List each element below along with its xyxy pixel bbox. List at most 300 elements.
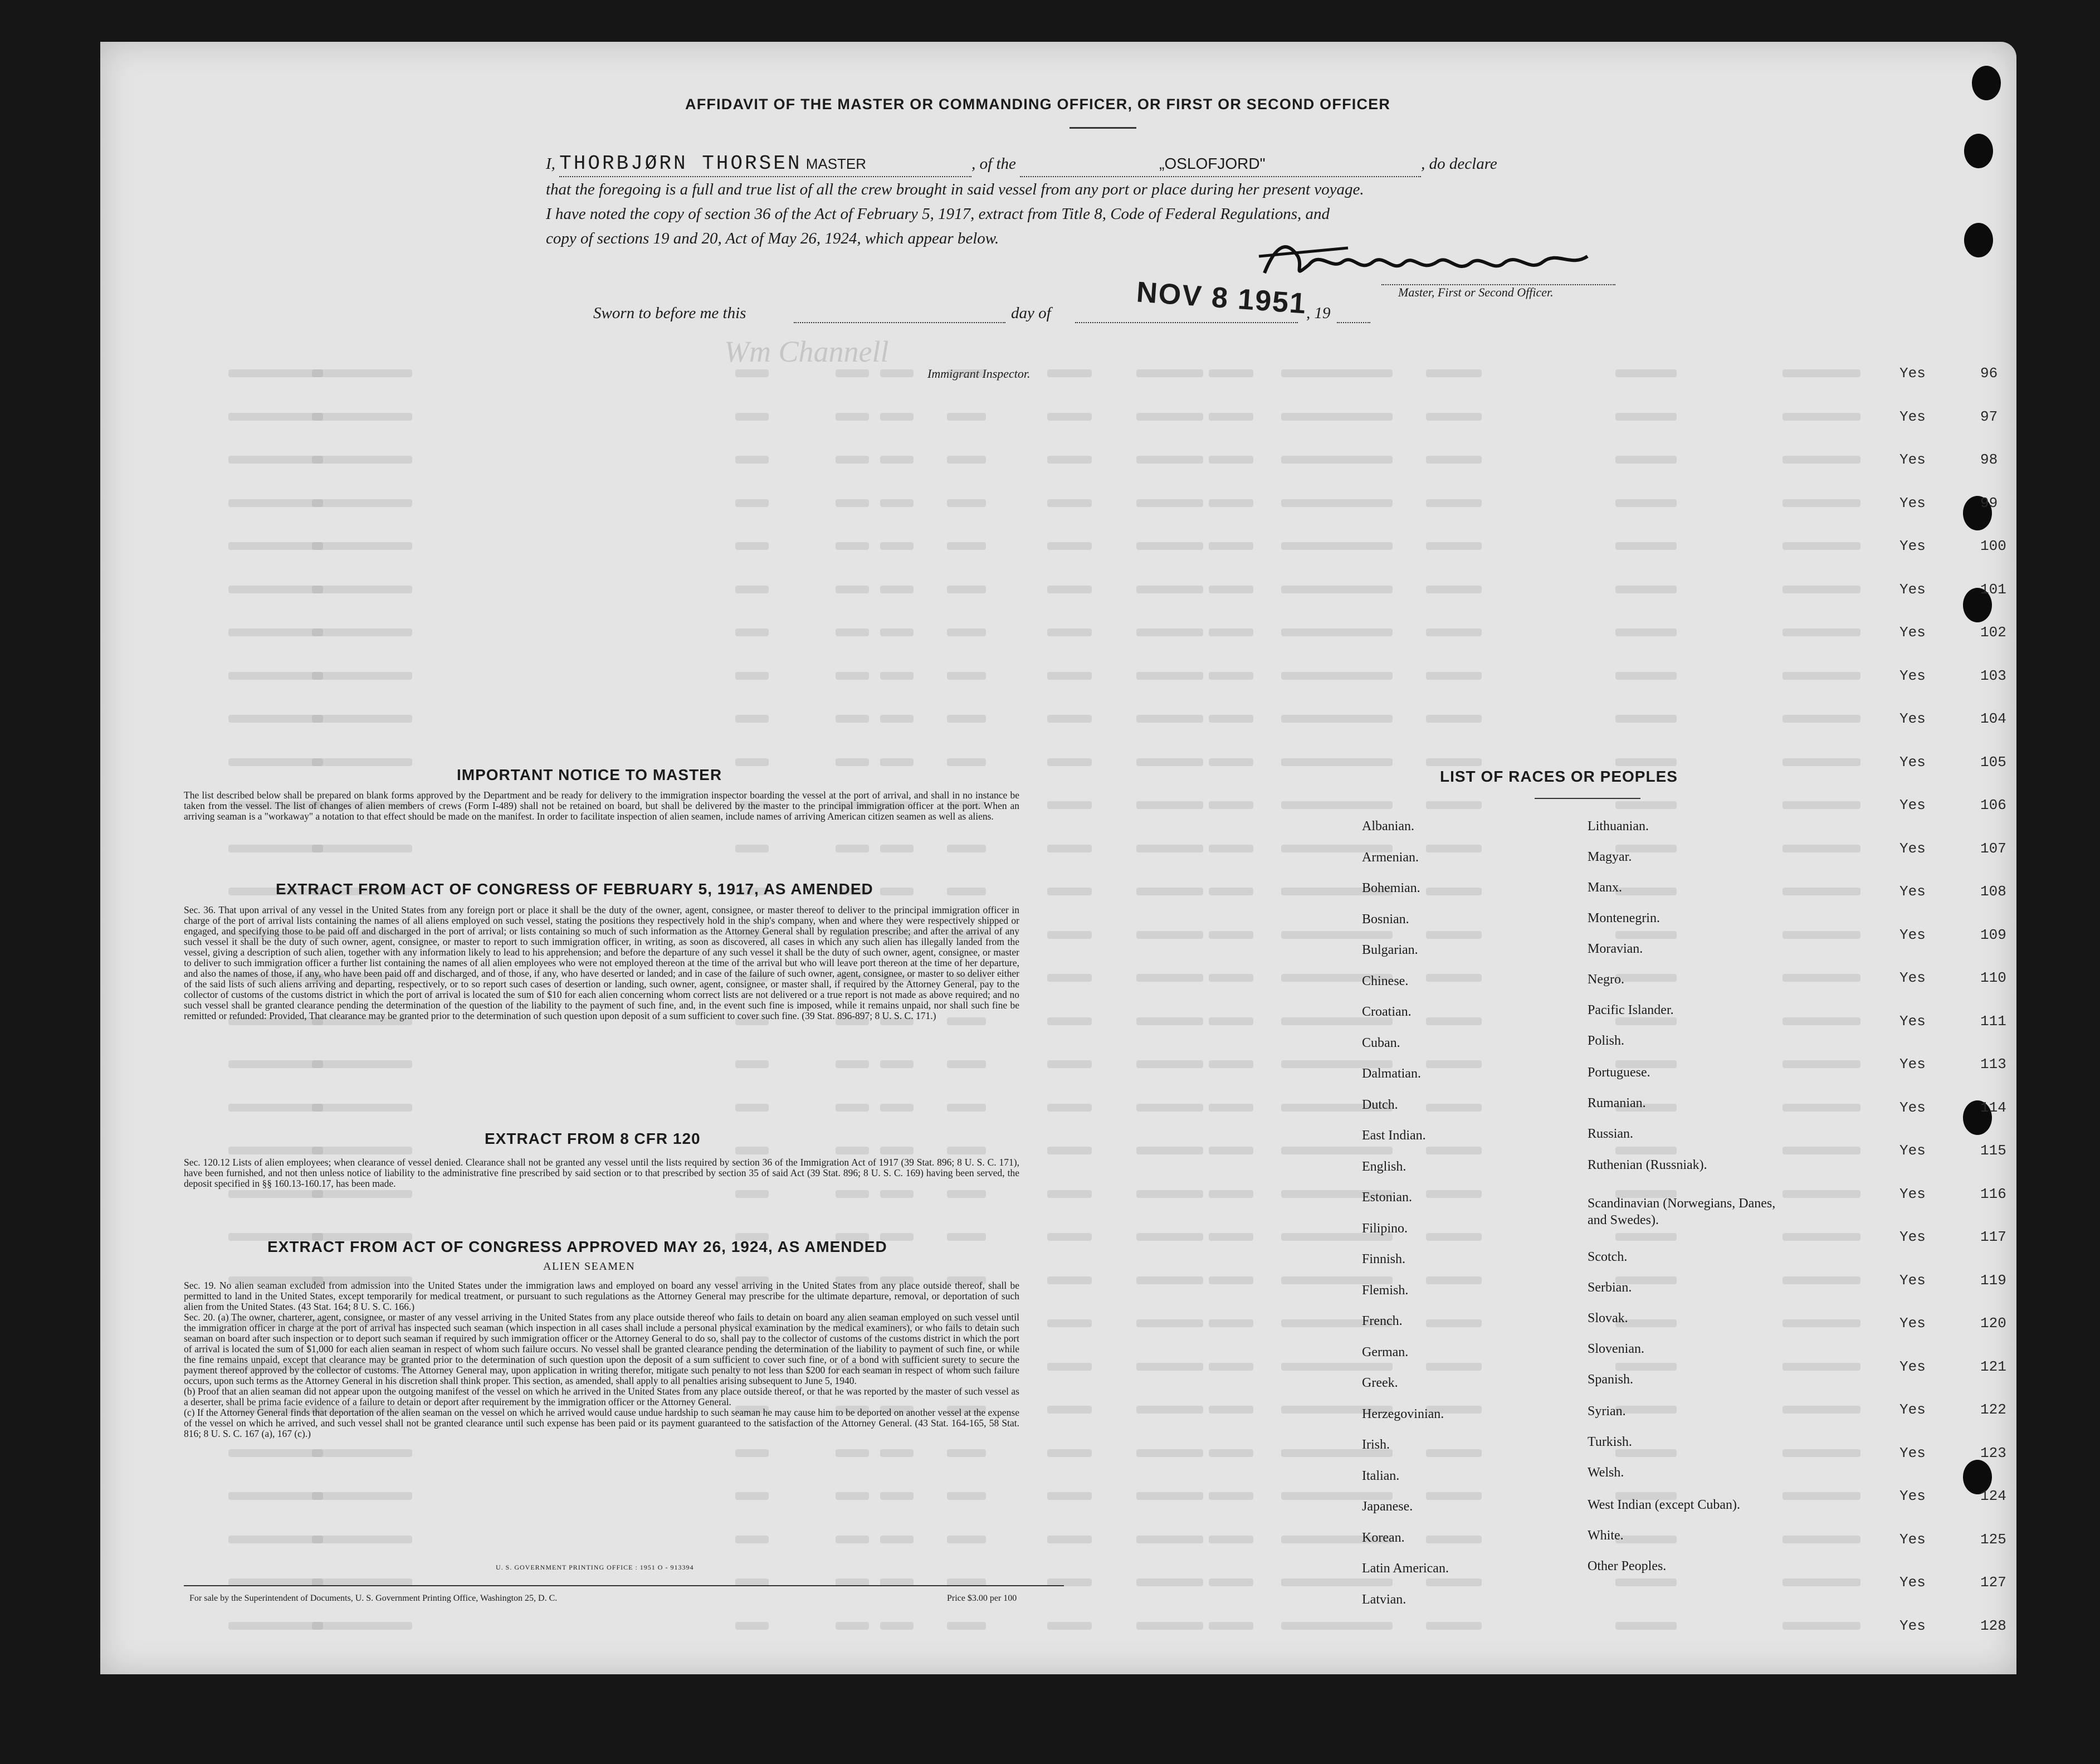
- bleed-through-smudge: [228, 586, 323, 593]
- bleed-through-smudge: [735, 672, 769, 680]
- bleed-through-smudge: [1782, 1190, 1860, 1198]
- manifest-row-number: 108: [1980, 883, 2006, 900]
- race-item: Latin American.: [1362, 1561, 1449, 1576]
- bleed-through-smudge: [1426, 1017, 1482, 1025]
- bleed-through-smudge: [1136, 1406, 1203, 1414]
- bleed-through-smudge: [1136, 369, 1203, 377]
- manifest-yes-mark: Yes: [1899, 624, 1926, 641]
- race-item: Latvian.: [1362, 1592, 1406, 1607]
- bleed-through-smudge: [947, 845, 986, 852]
- race-item: Estonian.: [1362, 1190, 1412, 1205]
- declaration-line-4: copy of sections 19 and 20, Act of May 26, 1924, which appear below.: [546, 230, 999, 247]
- bleed-through-smudge: [228, 1536, 323, 1543]
- bleed-through-smudge: [1426, 456, 1482, 464]
- extract-cfr-body: Sec. 120.12 Lists of alien employees; when clearance of vessel denied. Clearance shall not be granted any vessel until the lists required by section 36 of the Immigration Act of 1917 (39 Stat. 896; 8 U. S. C. 171), have been furnished, and not then unless notice of liability to the administrative fine prescribed by said section or to that prescribed by section 35 of said Act (39 Stat. 896; 8 U. S. C. 169) having been served, the deposit specified in §§ 160.13-160.17, has been made.: [184, 1157, 1019, 1189]
- bleed-through-smudge: [735, 413, 769, 421]
- bleed-through-smudge: [228, 1449, 323, 1457]
- bleed-through-smudge: [1782, 845, 1860, 852]
- bleed-through-smudge: [947, 1190, 986, 1198]
- bleed-through-smudge: [1426, 974, 1482, 982]
- bleed-through-smudge: [1281, 1578, 1393, 1586]
- bleed-through-smudge: [1047, 1190, 1092, 1198]
- bleed-through-smudge: [1136, 1104, 1203, 1112]
- bleed-through-smudge: [735, 542, 769, 550]
- bleed-through-smudge: [1426, 1622, 1482, 1630]
- race-item: Moravian.: [1588, 942, 1643, 956]
- race-item: Slovenian.: [1588, 1342, 1644, 1356]
- manifest-yes-mark: Yes: [1899, 1617, 1926, 1634]
- bleed-through-smudge: [735, 1492, 769, 1500]
- race-item: Albanian.: [1362, 819, 1414, 834]
- bleed-through-smudge: [1281, 456, 1393, 464]
- manifest-yes-mark: Yes: [1899, 1488, 1926, 1504]
- bleed-through-smudge: [735, 1104, 769, 1112]
- bleed-through-smudge: [836, 1104, 869, 1112]
- manifest-yes-mark: Yes: [1899, 1358, 1926, 1375]
- bleed-through-smudge: [1426, 1147, 1482, 1154]
- bleed-through-smudge: [1615, 1622, 1677, 1630]
- bleed-through-smudge: [1209, 1363, 1253, 1371]
- bleed-through-smudge: [228, 715, 323, 723]
- race-item: Russian.: [1588, 1127, 1634, 1141]
- bleed-through-smudge: [1136, 628, 1203, 636]
- bleed-through-smudge: [1209, 888, 1253, 895]
- bleed-through-smudge: [1209, 1406, 1253, 1414]
- bleed-through-smudge: [1782, 758, 1860, 766]
- manifest-yes-mark: Yes: [1899, 1315, 1926, 1332]
- manifest-yes-mark: Yes: [1899, 840, 1926, 857]
- bleed-through-smudge: [1209, 542, 1253, 550]
- bleed-through-smudge: [312, 1449, 412, 1457]
- bleed-through-smudge: [1209, 1060, 1253, 1068]
- bleed-through-smudge: [1209, 1104, 1253, 1112]
- race-item: Scotch.: [1588, 1250, 1628, 1264]
- bleed-through-smudge: [1782, 586, 1860, 593]
- bleed-through-smudge: [1209, 456, 1253, 464]
- bleed-through-smudge: [1426, 542, 1482, 550]
- bleed-through-smudge: [880, 1104, 914, 1112]
- race-item: Croatian.: [1362, 1005, 1412, 1019]
- manifest-yes-mark: Yes: [1899, 1056, 1926, 1073]
- bleed-through-smudge: [1136, 1233, 1203, 1241]
- bleed-through-smudge: [1615, 715, 1677, 723]
- bleed-through-smudge: [1782, 1449, 1860, 1457]
- manifest-yes-mark: Yes: [1899, 451, 1926, 468]
- manifest-row-number: 101: [1980, 581, 2006, 598]
- bleed-through-smudge: [836, 1449, 869, 1457]
- vessel-name-field: [1020, 152, 1421, 177]
- bleed-through-smudge: [1615, 628, 1677, 636]
- bleed-through-smudge: [947, 586, 986, 593]
- bleed-through-smudge: [228, 758, 323, 766]
- bleed-through-smudge: [1426, 888, 1482, 895]
- bleed-through-smudge: [947, 1104, 986, 1112]
- bleed-through-smudge: [1136, 456, 1203, 464]
- bleed-through-smudge: [1047, 1622, 1092, 1630]
- manifest-row-number: 122: [1980, 1401, 2006, 1418]
- declaration-do-declare: , do declare: [1421, 155, 1497, 173]
- manifest-yes-mark: Yes: [1899, 1099, 1926, 1116]
- race-item: Bohemian.: [1362, 881, 1420, 895]
- race-item: Welsh.: [1588, 1465, 1624, 1480]
- bleed-through-smudge: [228, 499, 323, 507]
- bleed-through-smudge: [1136, 542, 1203, 550]
- race-item: Herzegovinian.: [1362, 1406, 1444, 1421]
- manifest-yes-mark: Yes: [1899, 969, 1926, 986]
- manifest-row-number: 116: [1980, 1185, 2006, 1202]
- race-item: Filipino.: [1362, 1221, 1408, 1236]
- manifest-yes-mark: Yes: [1899, 408, 1926, 425]
- manifest-yes-mark: Yes: [1899, 538, 1926, 554]
- bleed-through-smudge: [1426, 1578, 1482, 1586]
- bleed-through-smudge: [1782, 715, 1860, 723]
- binder-hole: [1972, 66, 2001, 100]
- bleed-through-smudge: [735, 1622, 769, 1630]
- bleed-through-smudge: [1426, 1492, 1482, 1500]
- manifest-row-number: 106: [1980, 797, 2006, 813]
- bleed-through-smudge: [947, 499, 986, 507]
- manifest-yes-mark: Yes: [1899, 1444, 1926, 1461]
- bleed-through-smudge: [836, 542, 869, 550]
- bleed-through-smudge: [1782, 413, 1860, 421]
- section-20b: (b) Proof that an alien seaman did not appear upon the outgoing manifest of the vessel on which he arrived in the United States from any place outside thereof, or that he was reported by the master of such vessel as a deserter, shall be prima facie evidence of a failure to detain or deport after requirement by the immigration officer or the Attorney General.: [184, 1386, 1019, 1407]
- bleed-through-smudge: [947, 456, 986, 464]
- bleed-through-smudge: [312, 1536, 412, 1543]
- bleed-through-smudge: [1209, 845, 1253, 852]
- inspector-caption: Immigrant Inspector.: [927, 367, 1031, 381]
- bleed-through-smudge: [1136, 1578, 1203, 1586]
- bleed-through-smudge: [880, 1190, 914, 1198]
- bleed-through-smudge: [312, 1190, 412, 1198]
- bleed-through-smudge: [1426, 586, 1482, 593]
- bleed-through-smudge: [1047, 801, 1092, 809]
- bleed-through-smudge: [312, 542, 412, 550]
- bleed-through-smudge: [228, 1492, 323, 1500]
- bleed-through-smudge: [947, 628, 986, 636]
- bleed-through-smudge: [836, 369, 869, 377]
- bleed-through-smudge: [1281, 758, 1393, 766]
- bleed-through-smudge: [1209, 801, 1253, 809]
- manifest-row-number: 111: [1980, 1012, 2006, 1030]
- race-item: Montenegrin.: [1588, 911, 1660, 925]
- bleed-through-smudge: [1047, 1363, 1092, 1371]
- bleed-through-smudge: [312, 413, 412, 421]
- bleed-through-smudge: [312, 1060, 412, 1068]
- manifest-yes-mark: Yes: [1899, 1574, 1926, 1591]
- bleed-through-smudge: [1209, 1622, 1253, 1630]
- bleed-through-smudge: [1047, 542, 1092, 550]
- manifest-row-number: 125: [1980, 1531, 2006, 1548]
- bleed-through-smudge: [1426, 369, 1482, 377]
- bleed-through-smudge: [1209, 672, 1253, 680]
- bleed-through-smudge: [1615, 456, 1677, 464]
- race-item: Magyar.: [1588, 850, 1632, 864]
- manifest-row-number: 104: [1980, 710, 2006, 727]
- race-item: Korean.: [1362, 1530, 1405, 1545]
- bleed-through-smudge: [947, 1492, 986, 1500]
- manifest-row-number: 120: [1980, 1315, 2006, 1332]
- bleed-through-smudge: [1615, 672, 1677, 680]
- bleed-through-smudge: [1615, 586, 1677, 593]
- bleed-through-smudge: [1209, 586, 1253, 593]
- bleed-through-smudge: [836, 715, 869, 723]
- bleed-through-smudge: [735, 1536, 769, 1543]
- manifest-row-number: 117: [1980, 1229, 2006, 1245]
- bleed-through-smudge: [1782, 1363, 1860, 1371]
- manifest-yes-mark: Yes: [1899, 753, 1926, 771]
- bleed-through-smudge: [1426, 499, 1482, 507]
- notice-body: The list described below shall be prepared on blank forms approved by the Department and be ready for delivery to the immigration inspector boarding the vessel at the port of arrival, and shall in no instance be taken from the vessel. The list of changes of alien members of crews (Form I-489) shall not be retained on board, but shall be delivered by the master to the principal immigration officer at the port. When an arriving seaman is a "workaway" a notation to that effect should be made on the manifest. In order to facilitate inspection of alien seamen, include names of arriving American citizen seamen as well as aliens.: [184, 790, 1019, 822]
- bleed-through-smudge: [228, 672, 323, 680]
- bleed-through-smudge: [836, 1060, 869, 1068]
- bleed-through-smudge: [1047, 888, 1092, 895]
- manifest-row-number: 114: [1980, 1099, 2006, 1116]
- declaration-of-the: , of the: [971, 155, 1016, 173]
- bleed-through-smudge: [947, 1449, 986, 1457]
- race-item: Other Peoples.: [1588, 1559, 1667, 1573]
- bleed-through-smudge: [1615, 888, 1677, 895]
- bleed-through-smudge: [1209, 413, 1253, 421]
- bleed-through-smudge: [312, 1147, 412, 1154]
- bleed-through-smudge: [1136, 586, 1203, 593]
- manifest-yes-mark: Yes: [1899, 1271, 1926, 1289]
- bleed-through-smudge: [1136, 888, 1203, 895]
- date-stamp: NOV 8 1951: [1135, 276, 1308, 320]
- bleed-through-smudge: [836, 1492, 869, 1500]
- bleed-through-smudge: [1209, 1233, 1253, 1241]
- bleed-through-smudge: [1136, 672, 1203, 680]
- bleed-through-smudge: [947, 1536, 986, 1543]
- bleed-through-smudge: [1136, 1319, 1203, 1327]
- bleed-through-smudge: [1615, 1147, 1677, 1154]
- bleed-through-smudge: [836, 1190, 869, 1198]
- bleed-through-smudge: [735, 715, 769, 723]
- manifest-row-number: 123: [1980, 1444, 2006, 1461]
- race-item: Flemish.: [1362, 1283, 1409, 1298]
- bleed-through-smudge: [880, 845, 914, 852]
- manifest-yes-mark: Yes: [1899, 1012, 1926, 1030]
- bleed-through-smudge: [228, 1622, 323, 1630]
- manifest-yes-mark: Yes: [1899, 710, 1926, 727]
- bleed-through-smudge: [836, 499, 869, 507]
- bleed-through-smudge: [880, 715, 914, 723]
- bleed-through-smudge: [836, 456, 869, 464]
- manifest-row-number: 107: [1980, 840, 2006, 857]
- race-item: Chinese.: [1362, 973, 1409, 988]
- bleed-through-smudge: [947, 672, 986, 680]
- manifest-row-number: 110: [1980, 969, 2006, 986]
- race-item: Italian.: [1362, 1468, 1400, 1483]
- bleed-through-smudge: [1426, 1060, 1482, 1068]
- bleed-through-smudge: [735, 586, 769, 593]
- bleed-through-smudge: [1047, 369, 1092, 377]
- bleed-through-smudge: [1782, 1319, 1860, 1327]
- bleed-through-smudge: [1047, 1492, 1092, 1500]
- bleed-through-smudge: [1136, 931, 1203, 939]
- bleed-through-smudge: [1615, 1363, 1677, 1371]
- bleed-through-smudge: [1136, 758, 1203, 766]
- master-caption: Master, First or Second Officer.: [1398, 285, 1554, 299]
- manifest-row-number: 96: [1980, 365, 1998, 382]
- race-item: White.: [1588, 1528, 1624, 1543]
- bleed-through-smudge: [312, 499, 412, 507]
- declaration-pre: I,: [546, 155, 555, 173]
- bleed-through-smudge: [228, 1147, 323, 1154]
- manifest-row-number: 127: [1980, 1574, 2006, 1591]
- bleed-through-smudge: [1426, 1536, 1482, 1543]
- manifest-yes-mark: Yes: [1899, 1401, 1926, 1418]
- bleed-through-smudge: [1615, 1578, 1677, 1586]
- bleed-through-smudge: [1281, 715, 1393, 723]
- bleed-through-smudge: [1615, 931, 1677, 939]
- bleed-through-smudge: [735, 758, 769, 766]
- bleed-through-smudge: [228, 413, 323, 421]
- manifest-row-number: 121: [1980, 1358, 2006, 1375]
- bleed-through-smudge: [1136, 1017, 1203, 1025]
- bleed-through-smudge: [312, 1622, 412, 1630]
- bleed-through-smudge: [947, 888, 986, 895]
- race-item: Ruthenian (Russniak).: [1588, 1158, 1707, 1172]
- section-19: Sec. 19. No alien seaman excluded from admission into the United States under the immigration laws and employed on board any vessel arriving in the United States from any place outside thereof, shall be permitted to land in the United States, except temporarily for medical treatment, or pursuant to such regulations as the Attorney General may prescribe for the ultimate departure, removal, or deportation of such alien from the United States. (43 Stat. 164; 8 U. S. C. 166.): [184, 1280, 1019, 1312]
- bleed-through-smudge: [1426, 1190, 1482, 1198]
- bleed-through-smudge: [1782, 1233, 1860, 1241]
- bleed-through-smudge: [1426, 1363, 1482, 1371]
- sale-line: For sale by the Superintendent of Documents, U. S. Government Printing Office, Washington 25, D. C.: [189, 1594, 558, 1603]
- bleed-through-smudge: [1047, 845, 1092, 852]
- manifest-yes-mark: Yes: [1899, 926, 1926, 943]
- extract-1917-heading: EXTRACT FROM ACT OF CONGRESS OF FEBRUARY 5, 1917, AS AMENDED: [276, 880, 873, 898]
- race-item: Pacific Islander.: [1588, 1003, 1674, 1017]
- bleed-through-smudge: [1047, 628, 1092, 636]
- bleed-through-smudge: [947, 1622, 986, 1630]
- bleed-through-smudge: [1615, 499, 1677, 507]
- extract-1917-body: Sec. 36. That upon arrival of any vessel in the United States from any foreign port or place it shall be the duty of the owner, agent, consignee, or master thereof to deliver to the principal immigration officer in charge of the port of arrival lists containing the names of all aliens employed on such vessel, stating the positions they respectively hold in the ship's company, when and where they were respectively shipped or engaged, and specifying those to be paid off and discharged in the port of arrival; or lists containing so much of such information as the Attorney General shall by regulation prescribe; and after the arrival of any such vessel it shall be the duty of such owner, agent, consignee, or master to report to such immigration officer, in writing, as soon as discovered, all cases in which any such alien has illegally landed from the vessel, giving a description of such alien, together with any information likely to lead to his apprehension; and before the departure of any such vessel it shall be the duty of such owner, agent, consignee, or master to deliver to such immigration officer a further list containing the names of all alien employees who were not employed thereon at the time of the arrival but who will leave port thereon at the time of her departure, and also the names of those, if any, who have been paid off and discharged, and of those, if any, who have deserted or landed; and in case of the failure of such owner, agent, consignee, or master to so deliver either of the said lists of such aliens arriving and departing, respectively, or to so report such cases of desertion or landing, such owner, agent, consignee, or master shall, if required by the Attorney General, pay to the collector of customs of the customs district in which the port of arrival is located the sum of $10 for each alien concerning whom correct lists are not delivered or a true report is not made as above required; and no such vessel shall be granted clearance pending the determination of the question of the liability to the payment of such fine, and, in the event such fine is imposed, while it remains unpaid, nor shall such fine be remitted or refunded: Provided, That clearance may be granted prior to the determination of such question upon deposit of a sum sufficient to cover such fine. (39 Stat. 896-897; 8 U. S. C. 171.): [184, 904, 1019, 1021]
- bleed-through-smudge: [228, 542, 323, 550]
- bleed-through-smudge: [1047, 1319, 1092, 1327]
- race-item: English.: [1362, 1159, 1406, 1174]
- title-rule: [1069, 127, 1136, 129]
- bleed-through-smudge: [1782, 542, 1860, 550]
- bleed-through-smudge: [1782, 628, 1860, 636]
- declaration-line-2: that the foregoing is a full and true list of all the crew brought in said vessel from any port or place during her present voyage.: [546, 181, 1364, 198]
- bleed-through-smudge: [880, 1060, 914, 1068]
- manifest-yes-mark: Yes: [1899, 1142, 1926, 1159]
- race-item: Cuban.: [1362, 1035, 1400, 1050]
- extract-cfr-heading: EXTRACT FROM 8 CFR 120: [485, 1130, 701, 1147]
- bleed-through-smudge: [735, 1449, 769, 1457]
- year-prefix: , 19: [1306, 304, 1331, 322]
- manifest-yes-mark: Yes: [1899, 667, 1926, 684]
- section-20a: Sec. 20. (a) The owner, charterer, agent, consignee, or master of any vessel arriving in the United States from any place outside thereof who fails to detain on board any alien seaman employed on such vessel until the immigration officer in charge at the port of arrival has inspected such seaman (which inspection in all cases shall include a personal physical examination by the medical examiners), or who fails to detain such seaman on board after such inspection or to deport such seaman if required by such immigration officer or the Attorney General to do so, shall pay to the collector of customs of the customs district in which the port of arrival is located the sum of $1,000 for each alien seaman in respect of whom such failure occurs. No vessel shall be granted clearance pending the determination of the liability to payment of such fine, or while the fine remains unpaid, except that clearance may be granted prior to the determination of such question upon the deposit of a sum sufficient to cover such fine, or of a bond with sufficient surety to secure the payment thereof approved by the collector of customs. The Attorney General may, upon application in writing therefor, mitigate such penalty to not less than $200 for each seaman in respect of whom such failure occurs, upon such terms as the Attorney General in his discretion shall think proper. This section, as amended, shall apply to all penalties arising subsequent to June 5, 1940.: [184, 1312, 1019, 1386]
- bleed-through-smudge: [1047, 1060, 1092, 1068]
- bleed-through-smudge: [1426, 672, 1482, 680]
- manifest-row-number: 119: [1980, 1271, 2006, 1289]
- bleed-through-smudge: [1281, 542, 1393, 550]
- bleed-through-smudge: [1615, 758, 1677, 766]
- bleed-through-smudge: [880, 888, 914, 895]
- sworn-label: Sworn to before me this: [593, 304, 746, 322]
- bleed-through-smudge: [1426, 1319, 1482, 1327]
- bleed-through-smudge: [1782, 888, 1860, 895]
- master-rank: MASTER: [805, 155, 867, 172]
- binder-hole: [1964, 134, 1993, 168]
- bleed-through-smudge: [1281, 499, 1393, 507]
- bleed-through-smudge: [312, 1104, 412, 1112]
- bleed-through-smudge: [1047, 499, 1092, 507]
- bleed-through-smudge: [880, 1492, 914, 1500]
- race-item: Japanese.: [1362, 1499, 1413, 1514]
- bleed-through-smudge: [947, 1147, 986, 1154]
- bleed-through-smudge: [735, 456, 769, 464]
- manifest-yes-mark: Yes: [1899, 494, 1926, 511]
- race-item: Dutch.: [1362, 1097, 1398, 1112]
- bleed-through-smudge: [1136, 1190, 1203, 1198]
- bleed-through-smudge: [1782, 369, 1860, 377]
- bleed-through-smudge: [1615, 1233, 1677, 1241]
- bleed-through-smudge: [1281, 586, 1393, 593]
- manifest-row-number: 124: [1980, 1488, 2006, 1504]
- manifest-row-number: 128: [1980, 1617, 2006, 1634]
- bleed-through-smudge: [312, 715, 412, 723]
- bleed-through-smudge: [1782, 672, 1860, 680]
- race-item: Finnish.: [1362, 1252, 1406, 1266]
- bleed-through-smudge: [1281, 1363, 1393, 1371]
- day-of-label: day of: [1011, 304, 1051, 322]
- bleed-through-smudge: [1426, 801, 1482, 809]
- bleed-through-smudge: [1047, 1017, 1092, 1025]
- manifest-yes-mark: Yes: [1899, 1185, 1926, 1202]
- vessel-name: „OSLOFJORD": [1159, 155, 1266, 172]
- manifest-yes-mark: Yes: [1899, 797, 1926, 813]
- bleed-through-smudge: [1426, 758, 1482, 766]
- race-item: Polish.: [1588, 1034, 1625, 1048]
- bleed-through-smudge: [880, 456, 914, 464]
- bleed-through-smudge: [1047, 1147, 1092, 1154]
- bleed-through-smudge: [1281, 672, 1393, 680]
- bleed-through-smudge: [735, 1060, 769, 1068]
- bleed-through-smudge: [1281, 1622, 1393, 1630]
- bleed-through-smudge: [836, 628, 869, 636]
- bleed-through-smudge: [1782, 1578, 1860, 1586]
- bleed-through-smudge: [1426, 931, 1482, 939]
- bleed-through-smudge: [1426, 715, 1482, 723]
- race-item: Bulgarian.: [1362, 943, 1418, 957]
- bleed-through-smudge: [312, 628, 412, 636]
- extract-1924-heading: EXTRACT FROM ACT OF CONGRESS APPROVED MAY 26, 1924, AS AMENDED: [267, 1238, 887, 1255]
- race-item: Irish.: [1362, 1437, 1390, 1452]
- bleed-through-smudge: [947, 369, 986, 377]
- bleed-through-smudge: [312, 845, 412, 852]
- bleed-through-smudge: [1047, 974, 1092, 982]
- alien-seamen-subheading: ALIEN SEAMEN: [543, 1260, 636, 1273]
- bleed-through-smudge: [947, 542, 986, 550]
- bleed-through-smudge: [1209, 1147, 1253, 1154]
- price-line: Price $3.00 per 100: [947, 1594, 1017, 1603]
- manifest-yes-mark: Yes: [1899, 581, 1926, 598]
- bleed-through-smudge: [947, 413, 986, 421]
- manifest-row-number: 98: [1980, 451, 1998, 468]
- bleed-through-smudge: [228, 369, 323, 377]
- bleed-through-smudge: [1782, 1060, 1860, 1068]
- bleed-through-smudge: [1615, 1449, 1677, 1457]
- manifest-row-number: 115: [1980, 1142, 2006, 1159]
- bleed-through-smudge: [880, 1147, 914, 1154]
- bleed-through-smudge: [836, 1147, 869, 1154]
- bleed-through-smudge: [1047, 1104, 1092, 1112]
- bleed-through-smudge: [1136, 1622, 1203, 1630]
- bleed-through-smudge: [880, 758, 914, 766]
- bleed-through-smudge: [228, 628, 323, 636]
